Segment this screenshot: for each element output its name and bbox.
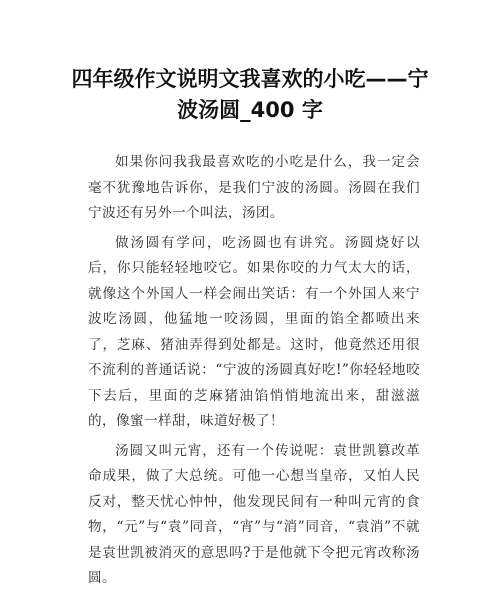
document-title — [60, 64, 440, 126]
document-body — [88, 150, 420, 596]
title-line-2: 波汤圆_400 字 — [177, 98, 323, 122]
paragraph-3: 汤圆又叫元宵，还有一个传说呢：袁世凯篡改革命成果，做了大总统。可他一心想当皇帝，又怕人民反对，整天忧心忡忡，他发现民间有一种叫元宵的食物，“元”与“袁”同音，“宵”与“消”同音，“袁消”不就是袁世凯被消灭的意思吗?于是他就下令把元宵改称汤圆。 — [88, 442, 420, 586]
paragraph-2: 做汤圆有学问，吃汤圆也有讲究。汤圆烧好以后，你只能轻轻地咬它。如果你咬的力气太大的话，就像这个外国人一样会闹出笑话：有一个外国人来宁波吃汤圆，他猛地一咬汤圆，里面的馅全都喷出来了，芝麻、猪油弄得到处都是。这时，他竟然还用很不流利的普通话说：“宁波的汤圆真好吃!”你轻轻地咬下去后，里面的芝麻猪油馅悄悄地流出来，甜滋滋的，像蜜一样甜，味道好极了！ — [88, 234, 420, 429]
paragraph-1: 如果你问我我最喜欢吃的小吃是什么，我一定会毫不犹豫地告诉你，是我们宁波的汤圆。汤圆在我们宁波还有另外一个叫法，汤团。 — [88, 154, 420, 221]
title-line-1: 四年级作文说明文我喜欢的小吃——宁 — [71, 67, 429, 91]
